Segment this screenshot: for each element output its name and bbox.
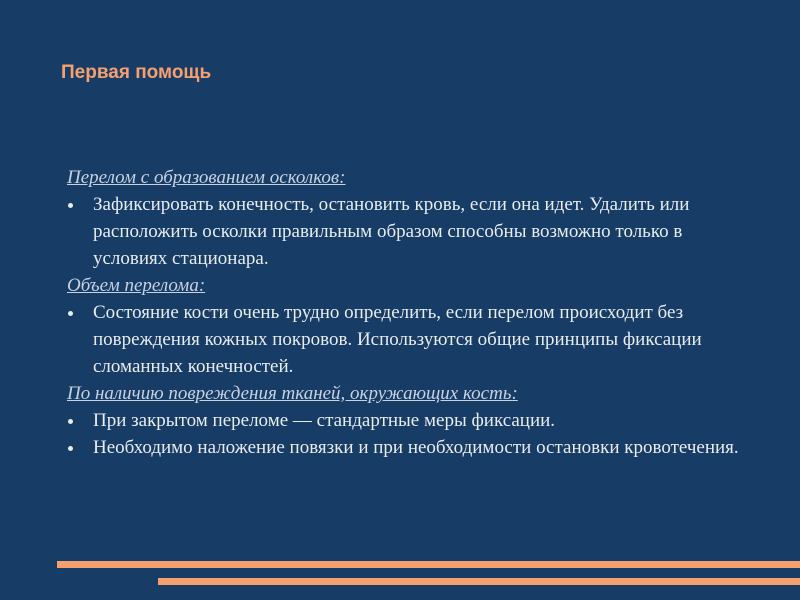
decorative-bar-bottom xyxy=(158,578,800,585)
bullet-item xyxy=(67,434,757,461)
bullet-text: Зафиксировать конечность, остановить кровь, если она идет. Удалить или расположить осколки правильным образом способны возможно только в условиях стационара. xyxy=(93,194,690,269)
bullet-text: При закрытом переломе — стандартные меры фиксации. xyxy=(93,410,556,431)
bullet-icon xyxy=(68,311,73,316)
section-heading: Объем перелома: xyxy=(67,275,206,296)
decorative-bar-top xyxy=(57,561,800,568)
bullet-icon xyxy=(68,419,73,424)
bullet-item xyxy=(67,407,757,434)
bullet-item xyxy=(67,191,757,272)
bullet-text: Необходимо наложение повязки и при необходимости остановки кровотечения. xyxy=(93,437,739,458)
bullet-icon xyxy=(68,203,73,208)
bullet-icon xyxy=(68,446,73,451)
bullet-text: Состояние кости очень трудно определить, если перелом происходит без повреждения кожных покровов. Используются общие принципы фиксации сломанных конечностей. xyxy=(93,302,702,377)
slide-content xyxy=(67,164,757,461)
bullet-item xyxy=(67,299,757,380)
section-heading: Перелом с образованием осколков: xyxy=(67,167,346,188)
section-heading: По наличию повреждения тканей, окружающих кость: xyxy=(67,383,518,404)
slide-title: Первая помощь xyxy=(61,62,212,83)
